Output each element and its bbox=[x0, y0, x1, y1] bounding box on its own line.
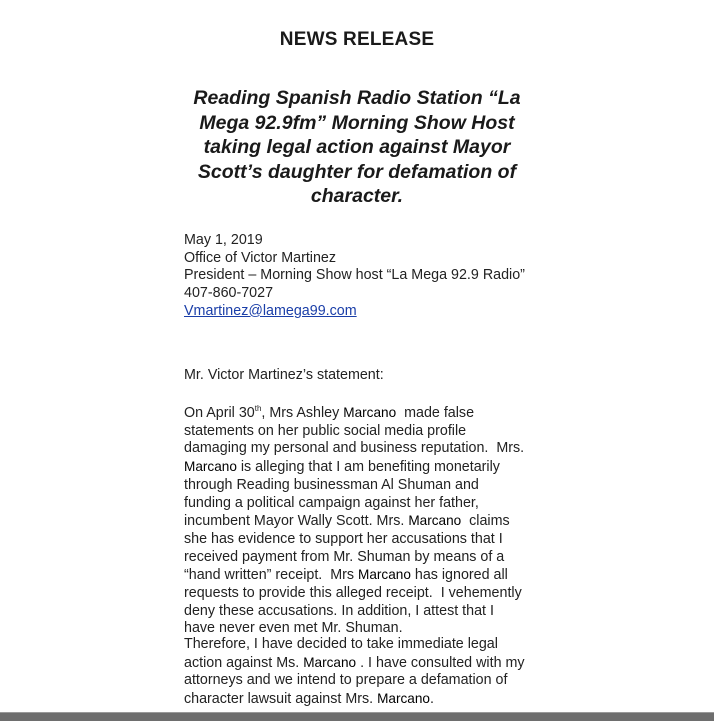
text-line: requests to provide this alleged receipt. I vehemently bbox=[184, 585, 522, 602]
text-line: Therefore, I have decided to take immediate legal bbox=[184, 636, 498, 652]
text-line bbox=[184, 566, 544, 585]
title-line: character. bbox=[310, 185, 404, 207]
text-span: incumbent Mayor Wally Scott. Mrs. bbox=[184, 513, 409, 530]
title-line: Reading Spanish Radio Station “La bbox=[193, 87, 521, 109]
text-line: she has evidence to support her accusations that I bbox=[184, 530, 503, 547]
statement-paragraph-1 bbox=[184, 404, 544, 638]
statement-paragraph-2 bbox=[184, 636, 544, 709]
text-span: is alleging that I am benefiting monetarily bbox=[236, 459, 500, 476]
text-line: have never even met Mr. Shuman. bbox=[184, 620, 403, 637]
text-span: , Mrs Ashley bbox=[261, 405, 344, 421]
text-span: made false bbox=[396, 405, 475, 421]
text-span: claims bbox=[461, 513, 510, 530]
text-line: deny these accusations. In addition, I attest that I bbox=[184, 602, 494, 619]
text-line: received payment from Mr. Shuman by means of a bbox=[184, 548, 505, 565]
text-span: . I have consulted with my bbox=[356, 654, 525, 671]
release-date: May 1, 2019 bbox=[184, 232, 263, 248]
text-span: “hand written” receipt. Mrs bbox=[184, 567, 358, 584]
title-line: taking legal action against Mayor bbox=[203, 136, 511, 158]
page-heading: NEWS RELEASE bbox=[279, 29, 435, 50]
statement-intro: Mr. Victor Martinez’s statement: bbox=[184, 367, 384, 383]
person-name: Marcano bbox=[303, 654, 357, 670]
ordinal-suffix: th bbox=[254, 404, 262, 413]
person-name: Marcano bbox=[377, 691, 430, 707]
text-span: On April 30 bbox=[184, 405, 255, 421]
person-name: Marcano bbox=[343, 405, 397, 420]
text-line bbox=[184, 654, 544, 673]
text-line: attorneys and we intend to prepare a defamation of bbox=[184, 672, 508, 689]
phone-number: 407-860-7027 bbox=[184, 285, 274, 302]
email-link[interactable]: Vmartinez@lamega99.com bbox=[184, 302, 357, 319]
release-title bbox=[190, 86, 524, 209]
text-line: damaging my personal and business reputation. Mrs. bbox=[184, 440, 525, 457]
text-span: character lawsuit against Mrs. bbox=[184, 691, 378, 708]
text-line bbox=[184, 458, 544, 477]
person-name: Marcano bbox=[358, 567, 411, 583]
person-name: Marcano bbox=[184, 459, 237, 475]
contact-block bbox=[184, 232, 544, 321]
text-span: has ignored all bbox=[410, 567, 508, 584]
contact-title: President – Morning Show host “La Mega 92.9 Radio” bbox=[184, 267, 525, 284]
text-line: through Reading businessman Al Shuman and bbox=[184, 476, 479, 493]
text-line bbox=[184, 512, 544, 531]
text-line: statements on her public social media profile bbox=[184, 422, 467, 439]
text-span: action against Ms. bbox=[184, 654, 304, 671]
text-span: . bbox=[429, 691, 434, 708]
person-name: Marcano bbox=[408, 513, 462, 529]
office-name: Office of Victor Martinez bbox=[184, 249, 337, 266]
title-line: Mega 92.9fm” Morning Show Host bbox=[199, 111, 515, 134]
text-line bbox=[184, 690, 544, 709]
text-line: funding a political campaign against her father, bbox=[184, 494, 479, 511]
text-line bbox=[184, 404, 544, 423]
title-line: Scott’s daughter for defamation of bbox=[197, 160, 517, 183]
